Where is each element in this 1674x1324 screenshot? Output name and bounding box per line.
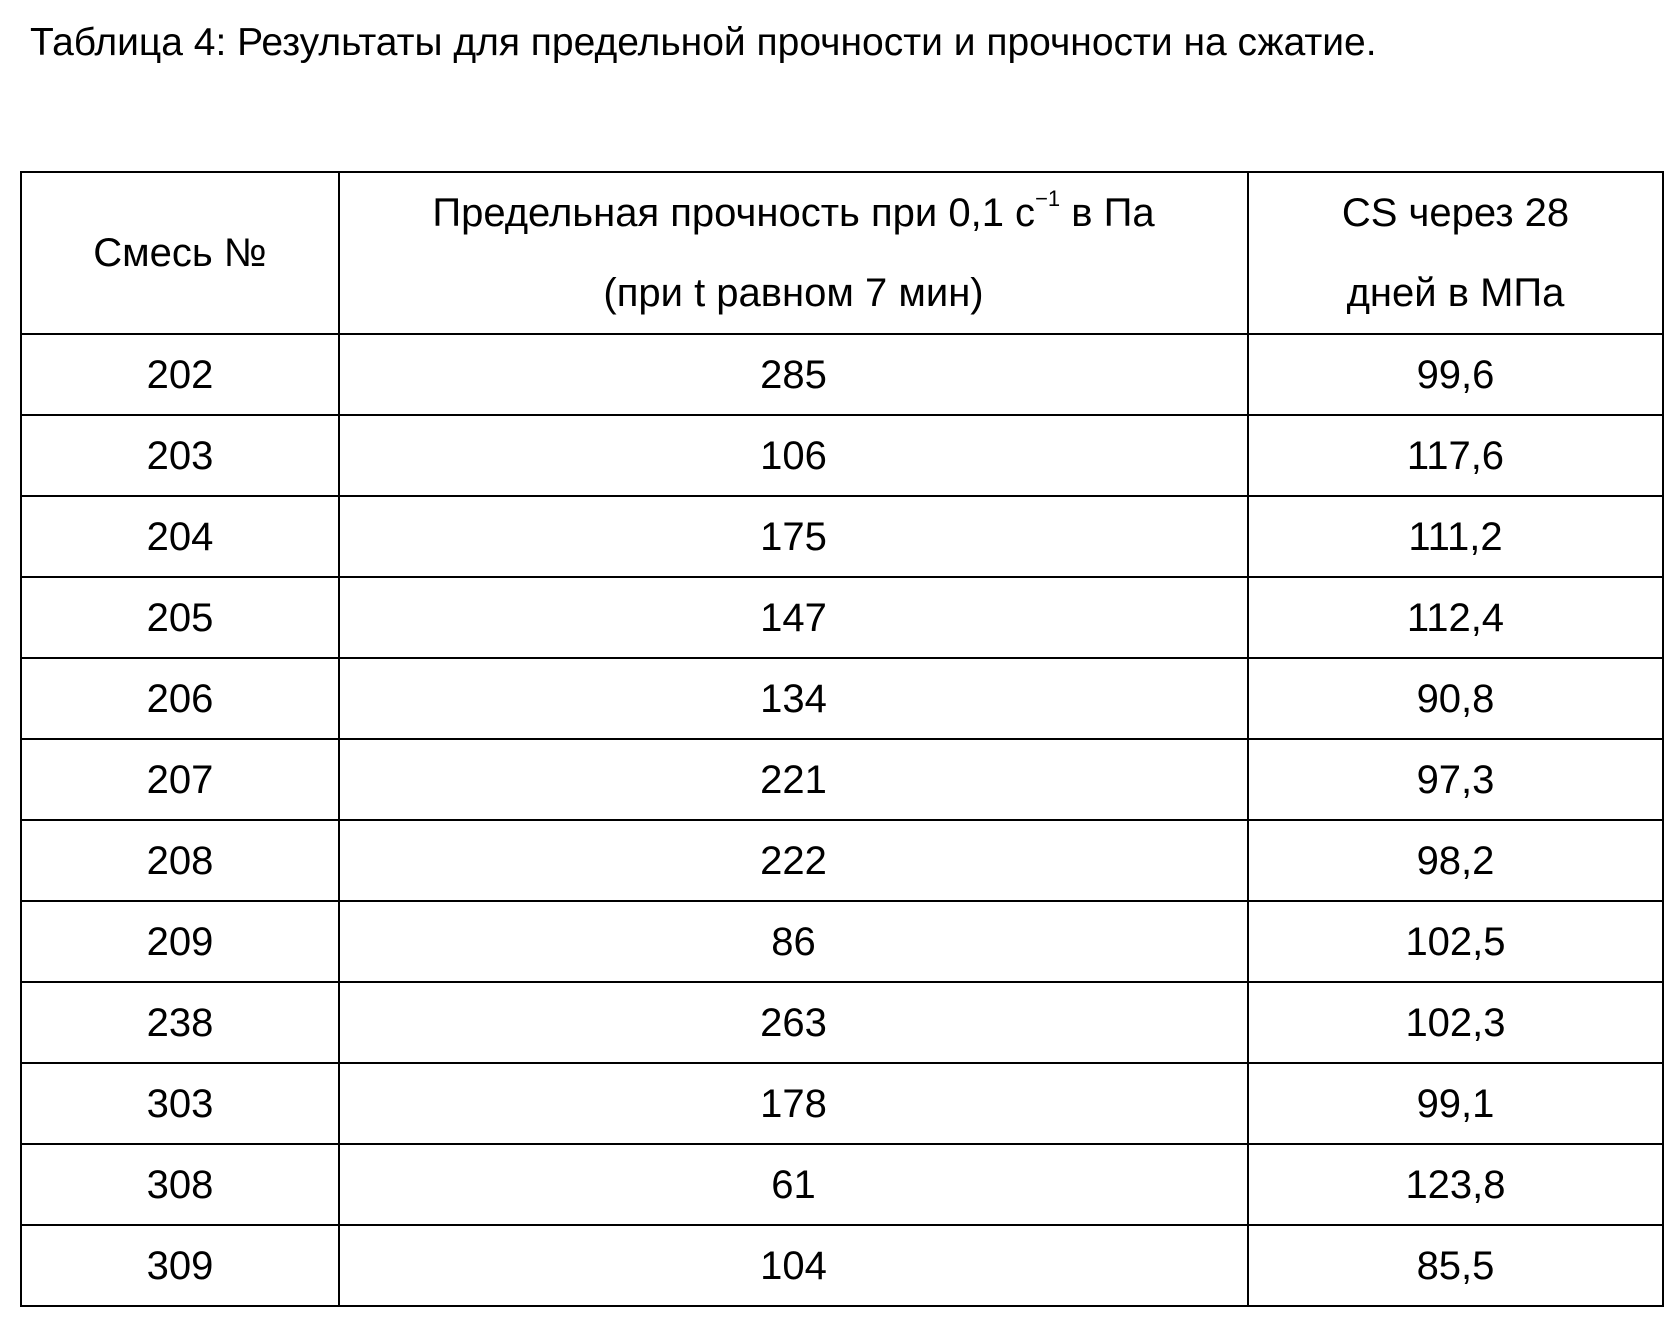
- cell-cs: 90,8: [1248, 658, 1663, 739]
- cell-mix: 203: [21, 415, 339, 496]
- table-row: [21, 658, 1663, 739]
- results-table-container: [20, 171, 1662, 1307]
- table-row: [21, 820, 1663, 901]
- cell-mix: 303: [21, 1063, 339, 1144]
- cell-yield: 175: [339, 496, 1248, 577]
- header-compressive-strength: [1248, 172, 1663, 334]
- cell-cs: 102,5: [1248, 901, 1663, 982]
- cell-yield: 222: [339, 820, 1248, 901]
- table-header-row: [21, 172, 1663, 334]
- table-row: [21, 577, 1663, 658]
- cell-cs: 85,5: [1248, 1225, 1663, 1306]
- results-table: [20, 171, 1664, 1307]
- header-yield-line2: (при t равном 7 мин): [603, 271, 984, 315]
- cell-yield: 61: [339, 1144, 1248, 1225]
- header-yield-strength: [339, 172, 1248, 334]
- table-row: [21, 1063, 1663, 1144]
- header-yield-unit: в Па: [1060, 191, 1155, 235]
- cell-mix: 207: [21, 739, 339, 820]
- cell-cs: 99,6: [1248, 334, 1663, 415]
- cell-yield: 106: [339, 415, 1248, 496]
- header-yield-text: Предельная прочность при 0,1 с: [432, 191, 1036, 235]
- cell-cs: 112,4: [1248, 577, 1663, 658]
- header-mix-number-label: Смесь №: [93, 231, 267, 275]
- cell-yield: 178: [339, 1063, 1248, 1144]
- table-caption: Таблица 4: Результаты для предельной прочности и прочности на сжатие.: [30, 21, 1377, 64]
- table-row: [21, 334, 1663, 415]
- cell-cs: 102,3: [1248, 982, 1663, 1063]
- header-yield-line1: [340, 173, 1247, 253]
- header-cs-line1: CS через 28: [1341, 191, 1570, 235]
- cell-mix: 309: [21, 1225, 339, 1306]
- table-row: [21, 496, 1663, 577]
- cell-cs: 111,2: [1248, 496, 1663, 577]
- table-row: [21, 739, 1663, 820]
- cell-yield: 263: [339, 982, 1248, 1063]
- cell-cs: 123,8: [1248, 1144, 1663, 1225]
- cell-cs: 97,3: [1248, 739, 1663, 820]
- cell-cs: 98,2: [1248, 820, 1663, 901]
- header-cs-line2: дней в МПа: [1346, 271, 1565, 315]
- cell-yield: 104: [339, 1225, 1248, 1306]
- cell-mix: 209: [21, 901, 339, 982]
- cell-mix: 202: [21, 334, 339, 415]
- table-row: [21, 415, 1663, 496]
- cell-cs: 99,1: [1248, 1063, 1663, 1144]
- table-row: [21, 1144, 1663, 1225]
- cell-mix: 238: [21, 982, 339, 1063]
- header-yield-exponent: −1: [1035, 186, 1061, 211]
- cell-mix: 208: [21, 820, 339, 901]
- cell-mix: 206: [21, 658, 339, 739]
- cell-cs: 117,6: [1248, 415, 1663, 496]
- cell-yield: 285: [339, 334, 1248, 415]
- cell-yield: 86: [339, 901, 1248, 982]
- header-mix-number: [21, 172, 339, 334]
- cell-mix: 204: [21, 496, 339, 577]
- table-row: [21, 982, 1663, 1063]
- cell-yield: 147: [339, 577, 1248, 658]
- cell-yield: 134: [339, 658, 1248, 739]
- table-row: [21, 1225, 1663, 1306]
- cell-mix: 308: [21, 1144, 339, 1225]
- cell-yield: 221: [339, 739, 1248, 820]
- cell-mix: 205: [21, 577, 339, 658]
- table-row: [21, 901, 1663, 982]
